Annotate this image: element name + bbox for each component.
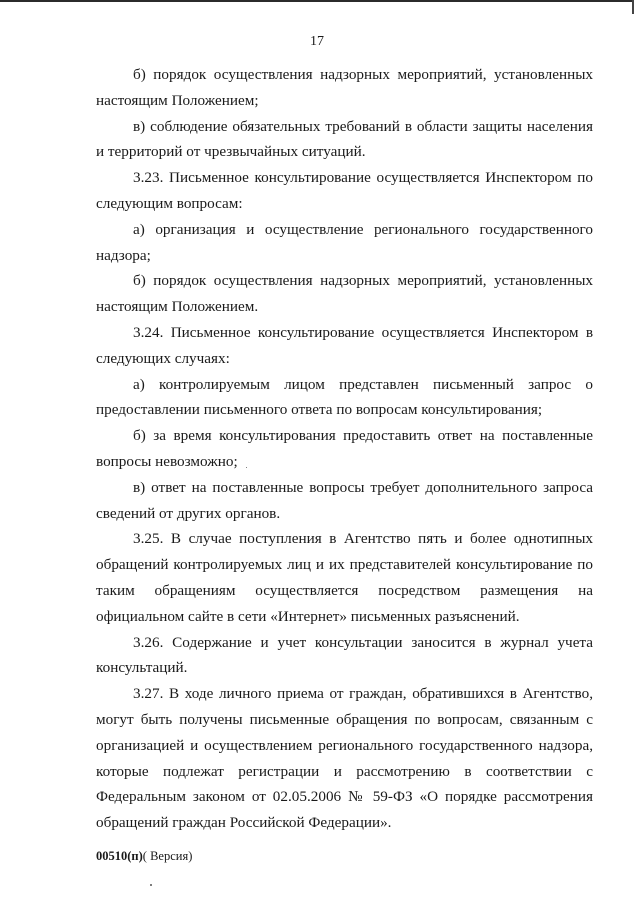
paragraph-3-23-b: б) порядок осуществления надзорных мероприятий, установленных настоящим Положением.: [96, 272, 593, 316]
paragraph-3-27: 3.27. В ходе личного приема от граждан, обратившихся в Агентство, могут быть получены письменные обращения по вопросам, связанным с организацией и осуществлением регионального государственного надзора, которые подлежат регистрации и рассмотрению в соответствии с Федеральным законом от 02.05.2006 № 59-ФЗ «О порядке рассмотрения обращений граждан Российской Федерации».: [96, 685, 593, 832]
document-code: 00510(п): [96, 849, 143, 863]
paragraph-3-24: 3.24. Письменное консультирование осуществляется Инспектором в следующих случаях:: [96, 323, 593, 367]
paragraph-v-compliance: в) соблюдение обязательных требований в области защиты населения и территорий от чрезвычайных ситуаций.: [96, 117, 593, 161]
scan-speck: [246, 467, 247, 468]
document-body: [96, 62, 593, 836]
paragraph-3-23-a: а) организация и осуществление регионального государственного надзора;: [96, 220, 593, 264]
page-number: 17: [310, 34, 324, 49]
version-label: ( Версия): [142, 849, 193, 863]
paragraph-3-24-a: а) контролируемым лицом представлен письменный запрос о предоставлении письменного ответа по вопросам консультирования;: [96, 375, 593, 419]
paragraph-3-23: 3.23. Письменное консультирование осуществляется Инспектором по следующим вопросам:: [96, 169, 593, 212]
paragraph-3-26: 3.26. Содержание и учет консультации заносится в журнал учета консультаций.: [96, 633, 593, 677]
scan-speck: [150, 884, 152, 886]
document-footer: [96, 849, 192, 864]
scan-top-edge: [0, 0, 634, 2]
paragraph-3-25: 3.25. В случае поступления в Агентство пять и более однотипных обращений контролируемых лиц и их представителей консультирование по таким обращениям осуществляется посредством размещения на официальном сайте в сети «Интернет» письменных разъяснений.: [96, 530, 593, 625]
paragraph-3-24-v: в) ответ на поставленные вопросы требует дополнительного запроса сведений от других органов.: [96, 478, 593, 522]
paragraph-3-24-b: б) за время консультирования предоставить ответ на поставленные вопросы невозможно;: [96, 427, 593, 470]
paragraph-b-procedure: б) порядок осуществления надзорных мероприятий, установленных настоящим Положением;: [96, 66, 593, 109]
